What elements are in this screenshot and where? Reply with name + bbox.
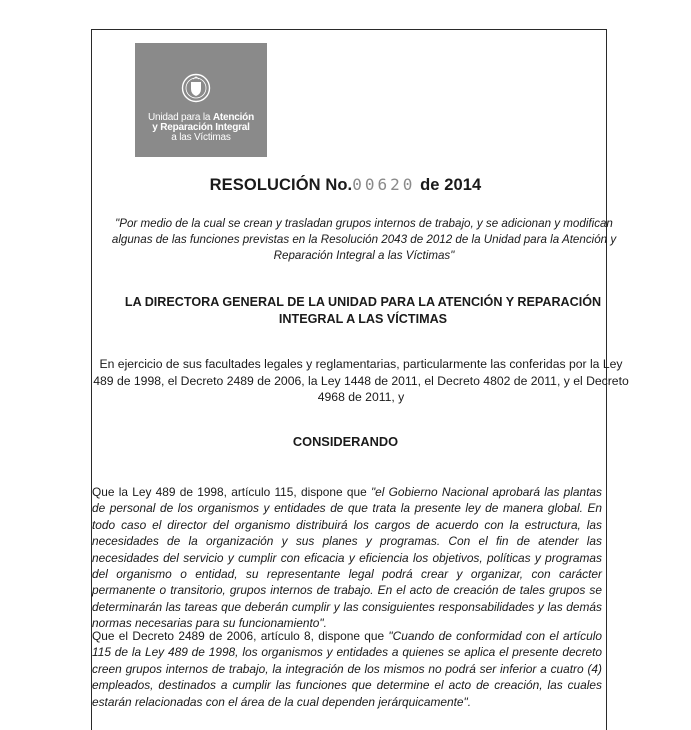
- director-heading: LA DIRECTORA GENERAL DE LA UNIDAD PARA LA ATENCIÓN Y REPARACIÓN INTEGRAL A LAS VÍCTIMAS: [124, 295, 602, 326]
- resolution-title: RESOLUCIÓN No.00620 de 2014: [209, 175, 482, 194]
- unit-logo: [135, 43, 267, 157]
- considerando-paragraph-1: Que la Ley 489 de 1998, artículo 115, dispone que "el Gobierno Nacional aprobará las plantas de personal de los organismos y entidades de que trata la presente ley de manera global. En todo caso el director del organismo distribuirá los cargos de acuerdo con la estructura, las necesidades de la organización y sus planes y programas. Con el fin de atender las necesidades del servicio y cumplir con eficacia y eficiencia los objetivos, políticas y programas del organismo o entidad, su representante legal podrá crear y organizar, con carácter permanente o transitorio, grupos internos de trabajo. En el acto de creación de tales grupos se determinarán las tareas que deberán cumplir y las consiguientes responsabilidades y las demás normas necesarias para su funcionamiento".: [92, 485, 602, 631]
- resolution-number: 00620: [352, 175, 416, 194]
- logo-line-2: y Reparación Integral: [152, 122, 250, 133]
- coat-of-arms-icon: [181, 73, 211, 103]
- logo-line-3: a las Víctimas: [171, 132, 231, 143]
- considerando-paragraph-2: Que el Decreto 2489 de 2006, artículo 8, dispone que "Cuando de conformidad con el artículo 115 de la Ley 489 de 1998, los organismos y entidades a quienes se aplica el presente decreto creen grupos internos de trabajo, la integración de los mismos no podrá ser inferior a cuatro (4) empleados, destinados a cumplir las funciones que determine el acto de creación, las cuales estarán relacionadas con el área de la cual dependen jerárquicamente".: [92, 629, 602, 709]
- legal-basis-paragraph: En ejercicio de sus facultades legales y reglamentarias, particularmente las conferidas por la Ley 489 de 1998, el Decreto 2489 de 2006, la Ley 1448 de 2011, el Decreto 4802 de 2011, y el Decreto 4968 de 2011, y: [93, 357, 629, 404]
- logo-line-1: Unidad para la Atención: [147, 112, 254, 123]
- resolution-subject: "Por medio de la cual se crean y trasladan grupos internos de trabajo, y se adicionan y modifican algunas de las funciones previstas en la Resolución 2043 de 2012 de la Unidad para la Atención y Reparación Integral a las Víctimas": [111, 217, 617, 262]
- considerando-heading: CONSIDERANDO: [292, 434, 399, 449]
